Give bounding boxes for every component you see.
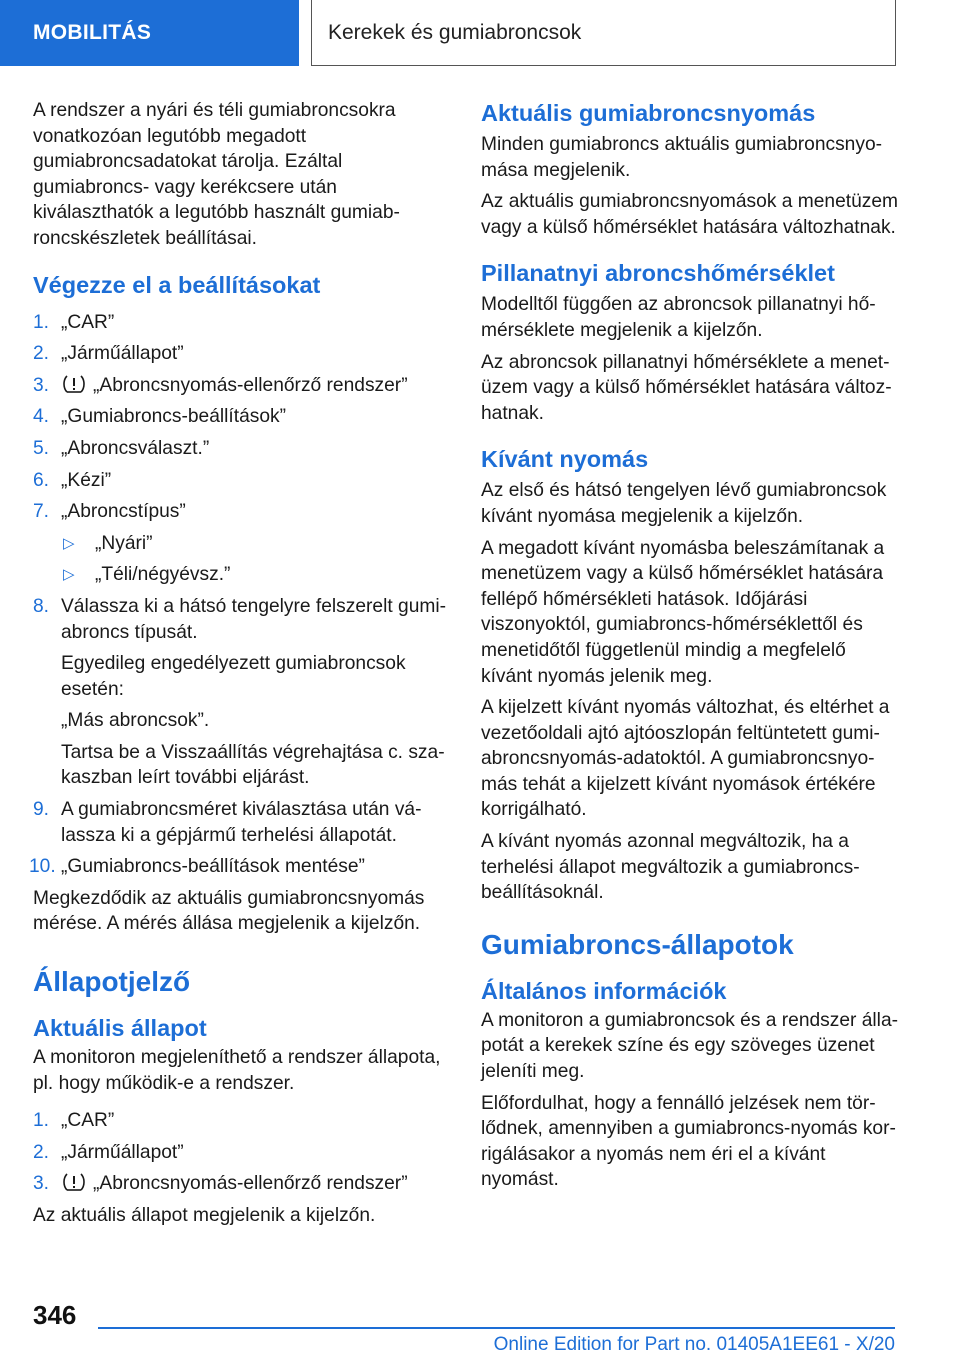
current-status-result: Az aktuális állapot megjelenik a kijelzőn. (33, 1205, 376, 1226)
target-paragraph-4: A kívánt nyomás azonnal megváltozik, ha a terhelési állapot megváltozik a gumiabroncs-beállításoknál. (481, 831, 860, 904)
target-pressure-heading: Kívánt nyomás (481, 446, 649, 473)
list-item: 3. „Abroncsnyomás-ellenőrző rendszer” (33, 1173, 408, 1195)
footer-divider (98, 1327, 895, 1329)
tire-pressure-warning-icon (61, 373, 87, 395)
current-status-heading: Aktuális állapot (33, 1015, 207, 1042)
list-item: 1. „CAR” (33, 311, 115, 333)
list-item: 2. „Járműállapot” (33, 1141, 184, 1163)
list-item: 5. „Abroncsválaszt.” (33, 437, 210, 459)
chapter-title: Kerekek és gumiabroncsok (311, 0, 896, 66)
list-item: 3. „Abroncsnyomás-ellenőrző rendszer” (33, 374, 408, 396)
page-number: 346 (33, 1300, 77, 1330)
general-info-heading: Általános információk (481, 977, 727, 1004)
status-heading: Állapotjelző (33, 966, 191, 998)
triangle-bullet-icon: ▷ (63, 566, 75, 584)
section-tab: MOBILITÁS (0, 0, 299, 66)
measure-paragraph: Megkezdődik az aktuális gumiabroncsnyomás mérése. A mérés állása megjelenik a kijelzőn. (33, 887, 425, 935)
temperature-paragraph-2: Az abroncsok pillanatnyi hőmérséklete a menetüzem vagy a külső hőmérséklet hatására változhatnak. (481, 351, 892, 424)
tire-pressure-warning-icon (61, 1171, 87, 1193)
pressure-paragraph-2: Az aktuális gumiabroncsnyomások a menetüzem vagy a külső hőmérséklet hatására változhatnak. (481, 191, 898, 238)
list-item: 6. „Kézi” (33, 469, 112, 491)
right-column (481, 98, 901, 1199)
current-status-steps (33, 1108, 453, 1197)
settings-heading: Végezze el a beállításokat (33, 271, 321, 298)
list-item: 7. „Abroncstípus” (33, 501, 186, 523)
footer-edition: Online Edition for Part no. 01405A1EE61 - X/20 (493, 1334, 895, 1355)
list-item: 9. A gumiabroncsméret kiválasztása után válassza ki a gépjármű terhelési állapotát. (33, 799, 422, 846)
tire-states-heading: Gumiabroncs-állapotok (481, 928, 794, 960)
intro-paragraph: A rendszer a nyári és téli gumiabroncsokra vonatkozóan legutóbb megadott gumiabroncsadatokat tárolja. Ezáltal gumiabroncs- vagy kerékcsere után kiválaszthatók a legutóbb használt gumiabroncskészletek beállításai. (33, 100, 400, 249)
triangle-bullet-icon: ▷ (63, 534, 75, 552)
target-paragraph-3: A kijelzett kívánt nyomás változhat, és eltérhet a vezetőoldali ajtó ajtóoszlopán feltüntetett gumiabroncsnyomás-adatoktól. A gumiabroncsnyomás tehát a kijelzett kívánt nyomások értékére korrigálható. (481, 697, 890, 821)
general-paragraph-2: Előfordulhat, hogy a fennálló jelzések nem törlődnek, amennyiben a gumiabroncs-nyomás korrigálásakor a nyomás nem éri el a kívánt nyomást. (481, 1092, 896, 1191)
target-paragraph-1: Az első és hátsó tengelyen lévő gumiabroncsok kívánt nyomása megjelenik a kijelzőn. (481, 480, 887, 527)
list-item: 4. „Gumiabroncs-beállítások” (33, 406, 287, 428)
list-item: 10. „Gumiabroncs-beállítások mentése” (29, 856, 365, 878)
settings-steps (29, 310, 453, 880)
pressure-paragraph-1: Minden gumiabroncs aktuális gumiabroncsnyomása megjelenik. (481, 134, 883, 181)
list-item: 2. „Járműállapot” (33, 343, 184, 365)
list-item: 1. „CAR” (33, 1110, 115, 1132)
target-paragraph-2: A megadott kívánt nyomásba beleszámítanak a menetüzem vagy a külső hőmérséklet hatására fellépő hőmérsékleti hatások. Időjárási viszonyoktól, gumiabroncs-hőmérséklettől és menetidőtől függetlenül mindig a megfelelő kívánt nyomás jelenik meg. (481, 537, 885, 687)
temperature-heading: Pillanatnyi abroncshőmérséklet (481, 260, 835, 287)
pressure-heading: Aktuális gumiabroncsnyomás (481, 100, 816, 126)
left-column (29, 98, 453, 1235)
list-item: ▷ „Téli/négyévsz.” (33, 562, 453, 588)
temperature-paragraph-1: Modelltől függően az abroncsok pillanatnyi hőmérséklete megjelenik a kijelzőn. (481, 294, 876, 341)
general-paragraph-1: A monitoron a gumiabroncsok és a rendszer állapotát a kerekek színe és egy szöveges üzenet jeleníti meg. (481, 1009, 899, 1083)
list-item: 8. Válassza ki a hátsó tengelyre felszerelt gumiabroncs típusát. Egyedileg engedélyezett gumiabroncsok esetén: „Más abroncsok”. Tartsa be a Visszaállítás végrehajtása c. szakaszban leírt további eljárást. (33, 595, 446, 789)
list-item: ▷ „Nyári” (33, 531, 453, 557)
current-status-paragraph: A monitoron megjeleníthető a rendszer állapota, pl. hogy működik-e a rendszer. (33, 1047, 441, 1094)
